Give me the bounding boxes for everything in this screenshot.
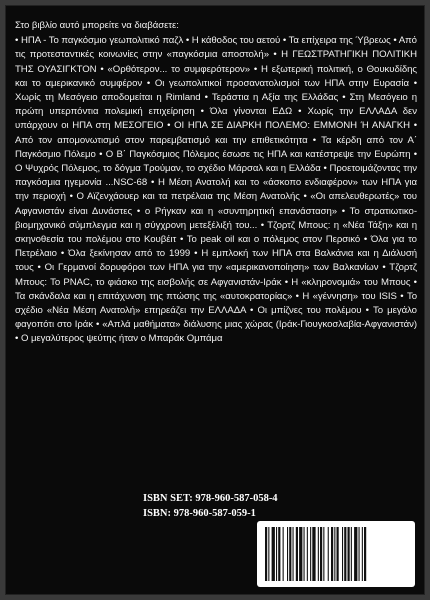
barcode-stripe xyxy=(296,527,298,581)
barcode-stripe xyxy=(331,527,333,581)
bullet-separator: • xyxy=(95,319,103,331)
blurb-item: «Ορθότερον... το συμφερότερον» xyxy=(107,63,254,75)
blurb-item: Το μεγάλο φαγοπότι στο Ιράκ xyxy=(15,305,417,331)
bullet-separator: • xyxy=(200,106,210,118)
blurb-item: Η Μέση Ανατολή και το «άσκοπο ενδιαφέρον» των ΗΠΑ για την περιοχή xyxy=(15,177,417,203)
bullet-separator: • xyxy=(273,49,282,61)
table-of-contents-blurb xyxy=(15,19,417,347)
bullet-separator: • xyxy=(413,77,417,89)
blurb-item: ο Ρήγκαν και η «συντηρητική επανάσταση» xyxy=(144,205,342,217)
barcode xyxy=(257,521,415,587)
blurb-item: Η εξωτερική πολιτική, ο Θουκυδίδης και το αμερικανικό συμφέρον xyxy=(15,63,417,89)
bullet-separator: • xyxy=(323,163,330,175)
barcode-stripe xyxy=(320,527,322,581)
blurb-item: ΟΙ ΗΠΑ ΣΕ ΔΙΑΡΚΗ ΠΟΛΕΜΟ: ΕΜΜΟΝΗ Ή ΑΝΑΓΚΗ xyxy=(174,120,414,132)
blurb-item: Το σχέδιο «Νέα Μέση Ανατολή» επηρεάζει την ΕΛΛΑΔΑ xyxy=(15,290,417,317)
blurb-item: Οι γεωπολιτικοί προσανατολισμοί των ΗΠΑ στην Ευρασία xyxy=(154,77,414,89)
barcode-stripe xyxy=(310,527,311,581)
bullet-separator: • xyxy=(37,262,45,274)
barcode-stripe xyxy=(289,527,291,581)
bullet-separator: • xyxy=(194,248,202,260)
blurb-item: Ο Ψυχρός Πόλεμος, το δόγμα Τρούμαν, το σχέδιο Μάρσαλ και η Ελλάδα xyxy=(15,163,324,175)
barcode-stripe xyxy=(362,527,363,581)
blurb-items xyxy=(15,35,417,344)
blurb-item: Οι Γερμανοί δορυφόροι των ΗΠΑ για την «αμερικανοποίηση» των Βαλκανίων xyxy=(44,262,383,274)
blurb-item: Χωρίς την ΕΛΛΑΔΑ δεν υπάρχουν οι ΗΠΑ στη ΜΕΣΟΓΕΙΟ xyxy=(15,106,417,132)
blurb-item: Όλα για το Πετρέλαιο xyxy=(15,234,417,260)
bullet-separator: • xyxy=(250,305,258,317)
blurb-item: Τα επίχειρα της Ύβρεως xyxy=(288,35,394,47)
blurb-item: Τα κέρδη από τον Α΄ Παγκόσμιο Πόλεμο xyxy=(15,134,417,160)
bullet-separator: • xyxy=(413,148,417,160)
barcode-stripe xyxy=(342,527,343,581)
blurb-item: Το στρατιωτικο-βιομηχανικό σύμπλεγμα και η σύγχρονη μετεξέλιξή του... xyxy=(15,205,417,231)
barcode-stripe xyxy=(287,527,288,581)
bullet-separator: • xyxy=(342,92,350,104)
blurb-item: Οι μπίζνες του πολέμου xyxy=(257,305,366,317)
bullet-separator: • xyxy=(60,248,69,260)
blurb-item: Όλα ξεκίνησαν από το 1999 xyxy=(68,248,195,260)
isbn-block xyxy=(143,491,278,521)
blurb-item: Η ΓΕΩΣΤΡΑΤΗΓΙΚΗ ΠΟΛΙΤΙΚΗ ΤΗΣ ΟΥΑΣΙΓΚΤΟΝ xyxy=(15,49,417,75)
blurb-item: Το peak oil και ο πόλεμος στον Περσικό xyxy=(186,234,364,246)
blurb-item: Ο Β΄ Παγκόσμιος Πόλεμος έσωσε τις ΗΠΑ και κατέστρεψε την Ευρώπη xyxy=(105,148,414,160)
barcode-stripe xyxy=(354,527,357,581)
bullet-separator: • xyxy=(204,92,212,104)
barcode-stripe xyxy=(364,527,366,581)
bullet-separator: • xyxy=(185,35,192,47)
isbn-volume: ISBN: 978-960-587-059-1 xyxy=(143,508,256,519)
bullet-separator: • xyxy=(382,262,390,274)
barcode-stripe xyxy=(323,527,324,581)
blurb-item: Τζορτζ Μπους: η «Νέα Τάξη» και η σκηνοθεσία του πολέμου στο Κουβέιτ xyxy=(15,219,417,246)
bullet-separator: • xyxy=(284,276,292,288)
barcode-stripe xyxy=(359,527,360,581)
barcode-stripe xyxy=(304,527,305,581)
bullet-separator: • xyxy=(413,276,417,288)
blurb-item: Η κάθοδος του αετού xyxy=(191,35,283,47)
bullet-separator: • xyxy=(400,290,407,302)
bullet-separator: • xyxy=(146,77,155,89)
barcode-stripe xyxy=(268,527,269,581)
bullet-separator: • xyxy=(136,205,145,217)
barcode-stripe xyxy=(276,527,277,581)
bullet-separator: • xyxy=(15,333,21,345)
bullet-separator: • xyxy=(393,35,399,47)
barcode-stripe xyxy=(348,527,350,581)
back-cover xyxy=(5,5,425,595)
blurb-item: Χωρίς τη Μεσόγειο αποδομείται η Rimland xyxy=(15,92,205,104)
blurb-item: «Οι απελευθερωτές» του Αφγανιστάν είναι Δυνάστες xyxy=(15,191,417,217)
blurb-item: Τα σκάνδαλα και η επιτάχυνση της πτώσης της «αυτοκρατορίας» xyxy=(15,290,296,302)
bullet-separator: • xyxy=(100,63,108,75)
bullet-separator: • xyxy=(413,120,417,132)
blurb-item: Η «κληρονομιά» του Μπους xyxy=(291,276,414,288)
blurb-item: Στη Μεσόγειο η πρώτη υπερπόντια πολεμική επιχείρηση xyxy=(15,92,417,118)
bullet-separator: • xyxy=(341,205,350,217)
blurb-item: Ο μεγαλύτερος ψεύτης ήταν ο Μπαράκ Ομπάμα xyxy=(20,333,223,345)
barcode-stripe xyxy=(351,527,352,581)
bullet-separator: • xyxy=(69,191,77,203)
blurb-item: ΗΠΑ - Το παγκόσμιο γεωπολιτικό παζλ xyxy=(20,35,186,47)
bullet-separator: • xyxy=(282,35,289,47)
barcode-stripe xyxy=(299,527,302,581)
barcode-stripe xyxy=(307,527,308,581)
barcode-stripe xyxy=(272,527,275,581)
barcode-stripe xyxy=(344,527,346,581)
barcode-stripe xyxy=(278,527,280,581)
barcode-stripe xyxy=(283,527,284,581)
bullet-separator: • xyxy=(167,120,175,132)
bullet-separator: • xyxy=(363,234,371,246)
bullet-separator: • xyxy=(312,134,322,146)
barcode-icon xyxy=(263,527,409,581)
barcode-stripe xyxy=(334,527,335,581)
barcode-stripe xyxy=(312,527,315,581)
barcode-stripe xyxy=(328,527,329,581)
bullet-separator: • xyxy=(260,219,268,231)
bullet-separator: • xyxy=(15,35,21,47)
bullet-separator: • xyxy=(253,63,262,75)
barcode-stripe xyxy=(318,527,319,581)
barcode-stripe xyxy=(293,527,294,581)
blurb-intro: Στο βιβλίο αυτό μπορείτε να διαβάσετε: xyxy=(15,20,179,31)
blurb-item: Η εμπλοκή των ΗΠΑ στα Βαλκάνια και η Διάλυσή τους xyxy=(15,248,417,274)
blurb-item: Προετοιμάζοντας την παγκόσμια ηγεμονία ...NSC-68 xyxy=(15,163,417,189)
bullet-separator: • xyxy=(99,148,106,160)
blurb-item: «Απλά μαθήματα» διάλυσης μιας χώρας (Ιράκ-Γιουγκοσλαβία-Αφγανιστάν) xyxy=(102,319,417,331)
blurb-item: Η «γέννηση» του ISIS xyxy=(302,290,401,302)
barcode-stripe xyxy=(265,527,267,581)
blurb-item: Τεράστια η Αξία της Ελλάδας xyxy=(211,92,343,104)
blurb-item: Από τον απομονωτισμό στον παρεμβατισμό και την επιθετικότητα xyxy=(15,134,313,146)
blurb-item: Τζορτζ Μπους: Το PNAC, το φιάσκο της εισβολής σε Αφγανιστάν-Ιράκ xyxy=(15,262,417,288)
bullet-separator: • xyxy=(150,177,159,189)
bullet-separator: • xyxy=(179,234,187,246)
blurb-item: Όλα γίνονται ΕΔΩ xyxy=(210,106,299,118)
bullet-separator: • xyxy=(365,305,373,317)
bullet-separator: • xyxy=(298,106,308,118)
barcode-stripe xyxy=(337,527,339,581)
blurb-item: Ο Αϊζενχάουερ και τα πετρέλαια της Μέση Ανατολής xyxy=(76,191,304,203)
bullet-separator: • xyxy=(303,191,311,203)
blurb-item: Από τις προτεσταντικές κοινωνίες στην «παγκόσμια αποστολή» xyxy=(15,35,417,61)
isbn-set: ISBN SET: 978-960-587-058-4 xyxy=(143,493,278,504)
bullet-separator: • xyxy=(295,290,303,302)
